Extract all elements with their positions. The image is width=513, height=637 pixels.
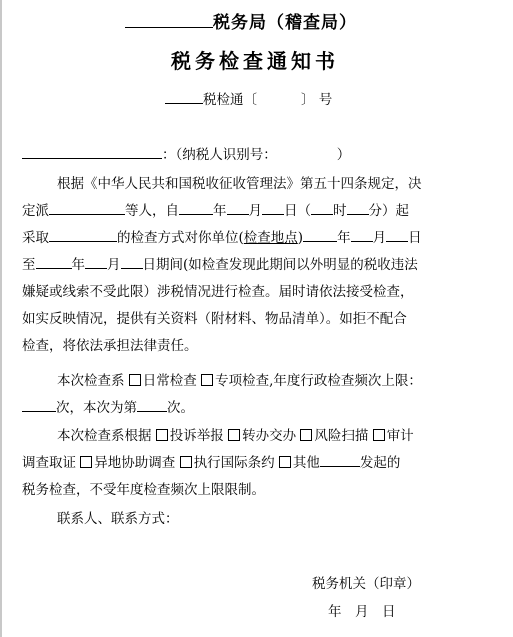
start-year-blank[interactable] <box>179 201 213 215</box>
taxpayer-id-close: ） <box>336 147 351 163</box>
inspection-place: 检查地点 <box>243 230 298 246</box>
inspector-names-blank[interactable] <box>49 201 125 215</box>
contact-label: 联系人、联系方式： <box>57 511 179 527</box>
basis-line-1 <box>57 424 414 444</box>
cross-region-checkbox[interactable] <box>80 456 92 468</box>
document-number-line <box>165 88 332 108</box>
text: 本次检查系 <box>57 373 125 389</box>
signature-date: 年 月 日 <box>328 604 396 620</box>
page-edge <box>0 0 2 637</box>
text: 本次检查系根据 <box>57 428 152 444</box>
text: 异地协助调查 <box>94 455 176 471</box>
other-checkbox[interactable] <box>279 456 291 468</box>
text: 定派 <box>22 203 49 219</box>
frequency-limit-blank[interactable] <box>22 398 56 412</box>
text: 其他 <box>292 455 320 471</box>
body-line-6: 如实反映情况，提供有关资料（附材料、物品清单）。如拒不配合 <box>22 311 407 327</box>
text: 分）起 <box>368 203 409 219</box>
start-day-blank[interactable] <box>262 201 284 215</box>
text: 年 <box>337 230 351 246</box>
text: 日（ <box>284 203 311 219</box>
frequency-line-2 <box>22 396 194 416</box>
text: 年 <box>213 203 227 219</box>
period-end-month-blank[interactable] <box>85 255 107 269</box>
text: 执行国际条约 <box>193 455 275 471</box>
body-line-1: 根据《中华人民共和国税收征收管理法》第五十四条规定，决 <box>57 176 422 192</box>
text: 年 <box>71 257 85 273</box>
text: 风险扫描 <box>314 428 369 444</box>
body-line-2 <box>22 199 409 219</box>
other-reason-blank[interactable] <box>320 453 360 467</box>
text: 月 <box>248 203 262 219</box>
recipient-line <box>22 143 350 163</box>
taxpayer-id-label: ：（纳税人识别号： <box>162 147 277 163</box>
period-start-day-blank[interactable] <box>386 228 408 242</box>
basis-line-2 <box>22 451 400 471</box>
transferred-checkbox[interactable] <box>228 429 240 441</box>
document-title: 税务检查通知书 <box>171 49 339 73</box>
text: 的检查方式对你单位( <box>117 230 244 246</box>
start-month-blank[interactable] <box>227 201 249 215</box>
issuing-authority-line <box>125 8 357 33</box>
recipient-name-blank[interactable] <box>22 145 162 159</box>
international-treaty-checkbox[interactable] <box>180 456 192 468</box>
routine-check-checkbox[interactable] <box>129 374 141 386</box>
audit-checkbox[interactable] <box>373 429 385 441</box>
start-minute-blank[interactable] <box>347 201 369 215</box>
basis-line-3: 税务检查，不受年度检查频次上限限制。 <box>22 482 265 498</box>
text: 时 <box>333 203 347 219</box>
body-line-3 <box>22 226 422 246</box>
body-line-5: 嫌疑或线索不受此限）涉税情况进行检查。届时请依法接受检查， <box>22 284 414 300</box>
risk-scan-checkbox[interactable] <box>300 429 312 441</box>
start-hour-blank[interactable] <box>311 201 333 215</box>
body-line-4 <box>22 253 418 273</box>
period-end-day-blank[interactable] <box>121 255 143 269</box>
doc-number-prefix-blank[interactable] <box>165 90 203 104</box>
text: 专项检查,年度行政检查频次上限： <box>215 373 422 389</box>
body-line-7: 检查，将依法承担法律责任。 <box>22 338 198 354</box>
frequency-line-1 <box>57 369 422 389</box>
inspection-method-blank[interactable] <box>49 228 117 242</box>
text: 调查取证 <box>22 455 76 471</box>
doc-number-suffix: 〕 号 <box>301 92 333 108</box>
current-count-blank[interactable] <box>137 398 167 412</box>
text: 日期间(如检查发现此期间以外明显的税收违法 <box>142 257 418 273</box>
text: 发起的 <box>359 455 401 471</box>
text: 投诉举报 <box>169 428 224 444</box>
text: 日常检查 <box>142 373 197 389</box>
special-check-checkbox[interactable] <box>201 374 213 386</box>
text: 月 <box>107 257 121 273</box>
text: 月 <box>372 230 387 246</box>
complaint-checkbox[interactable] <box>156 429 168 441</box>
text: 审计 <box>386 428 414 444</box>
period-end-year-blank[interactable] <box>36 255 72 269</box>
text: 转办交办 <box>242 428 297 444</box>
authority-suffix: 税务局（稽查局） <box>213 13 357 33</box>
doc-number-prefix: 税检通〔 <box>203 92 257 108</box>
text: 日 <box>408 230 422 246</box>
text: 等人，自 <box>125 203 179 219</box>
period-start-year-blank[interactable] <box>303 228 337 242</box>
text: ) <box>297 230 304 246</box>
authority-name-blank[interactable] <box>125 14 213 28</box>
text: 至 <box>22 257 36 273</box>
period-start-month-blank[interactable] <box>351 228 373 242</box>
text: 采取 <box>22 230 49 246</box>
tax-authority-seal: 税务机关（印章） <box>312 576 420 592</box>
text: 次。 <box>167 400 194 416</box>
text: 次，本次为第 <box>56 400 137 416</box>
